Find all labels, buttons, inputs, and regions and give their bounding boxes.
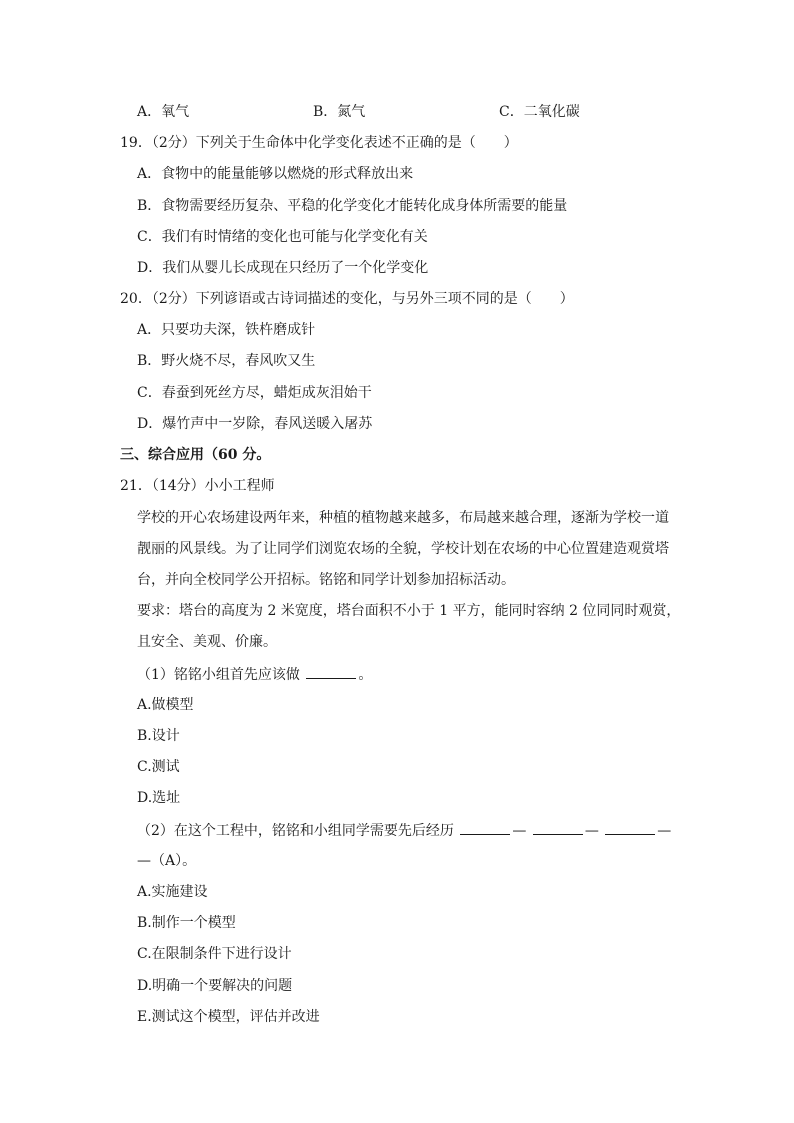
- q21-sub1-option-b: B.设计: [137, 728, 180, 744]
- q19-option-a: A．食物中的能量能够以燃烧的形式释放出来: [137, 166, 414, 182]
- q19-option-c: C．我们有时情绪的变化也可能与化学变化有关: [137, 229, 428, 245]
- q21-requirement-line-1: 要求：塔台的高度为 2 米宽度，塔台面积不小于 1 平方，能同时容纳 2 位同同时观赏，: [137, 603, 681, 619]
- q19-option-d: D．我们从婴儿长成现在只经历了一个化学变化: [137, 260, 429, 276]
- q20-option-c: C．春蚕到死丝方尽，蜡炬成灰泪始干: [137, 385, 372, 401]
- q21-sub2-blank-2[interactable]: [533, 820, 583, 835]
- q21-paragraph-line-1: 学校的开心农场建设两年来，种植的植物越来越多，布局越来越合理，逐渐为学校一道: [137, 510, 669, 526]
- q21-sub2-option-d: D.明确一个要解决的问题: [137, 978, 293, 994]
- q19-option-b: B．食物需要经历复杂、平稳的化学变化才能转化成身体所需要的能量: [137, 198, 568, 214]
- q21-sub2-stem: [137, 820, 671, 840]
- q20-option-b: B．野火烧不尽，春风吹又生: [137, 353, 316, 369]
- q21-sub1-option-a: A.做模型: [137, 697, 194, 713]
- q21-sub2-option-c: C.在限制条件下进行设计: [137, 946, 292, 962]
- q21-sub2-option-a: A.实施建设: [137, 884, 208, 900]
- q21-sub2-option-e: E.测试这个模型，评估并改进: [137, 1009, 320, 1025]
- q21-stem: 21．（14分）小小工程师: [120, 478, 275, 494]
- q21-paragraph-line-3: 台，并向全校同学公开招标。铭铭和同学计划参加招标活动。: [137, 572, 515, 588]
- q21-sub1-stem-text: （1）铭铭小组首先应该做: [137, 667, 300, 683]
- q19-stem: 19．（2分）下列关于生命体中化学变化表述不正确的是（ ）: [120, 135, 518, 151]
- q21-sub2-dash-3: —: [657, 823, 672, 839]
- q21-sub2-blank-3[interactable]: [605, 820, 655, 835]
- q21-sub2-dash-2: —: [584, 823, 599, 839]
- q18-option-b: B．氮气: [313, 104, 366, 120]
- q21-sub2-dash-1: —: [512, 823, 527, 839]
- q21-sub1-stem-end: 。: [358, 667, 373, 683]
- q21-paragraph-line-2: 靓丽的风景线。为了让同学们浏览农场的全貌，学校计划在农场的中心位置建造观赏塔: [137, 541, 669, 557]
- q21-sub1-option-c: C.测试: [137, 759, 180, 775]
- q18-option-c: C．二氧化碳: [499, 104, 580, 120]
- q21-sub2-stem-line-2: —（A）。: [137, 853, 197, 869]
- q21-sub2-stem-text: （2）在这个工程中，铭铭和小组同学需要先后经历: [137, 823, 454, 839]
- q21-sub2-option-b: B.制作一个模型: [137, 915, 236, 931]
- section-3-heading: 三、综合应用（60 分。: [120, 447, 271, 463]
- q21-sub1-answer-blank[interactable]: [306, 664, 356, 679]
- q20-option-d: D．爆竹声中一岁除，春风送暖入屠苏: [137, 416, 373, 432]
- q18-option-a: A．氧气: [137, 104, 190, 120]
- q21-sub1-option-d: D.选址: [137, 790, 181, 806]
- q20-stem: 20．（2分）下列谚语或古诗词描述的变化，与另外三项不同的是（ ）: [120, 291, 574, 307]
- q21-sub1-stem: [137, 664, 372, 684]
- q18-options-row: [0, 102, 794, 122]
- q20-option-a: A．只要功夫深，铁杵磨成针: [137, 322, 316, 338]
- q21-requirement-line-2: 且安全、美观、价廉。: [137, 634, 277, 650]
- q21-sub2-blank-1[interactable]: [460, 820, 510, 835]
